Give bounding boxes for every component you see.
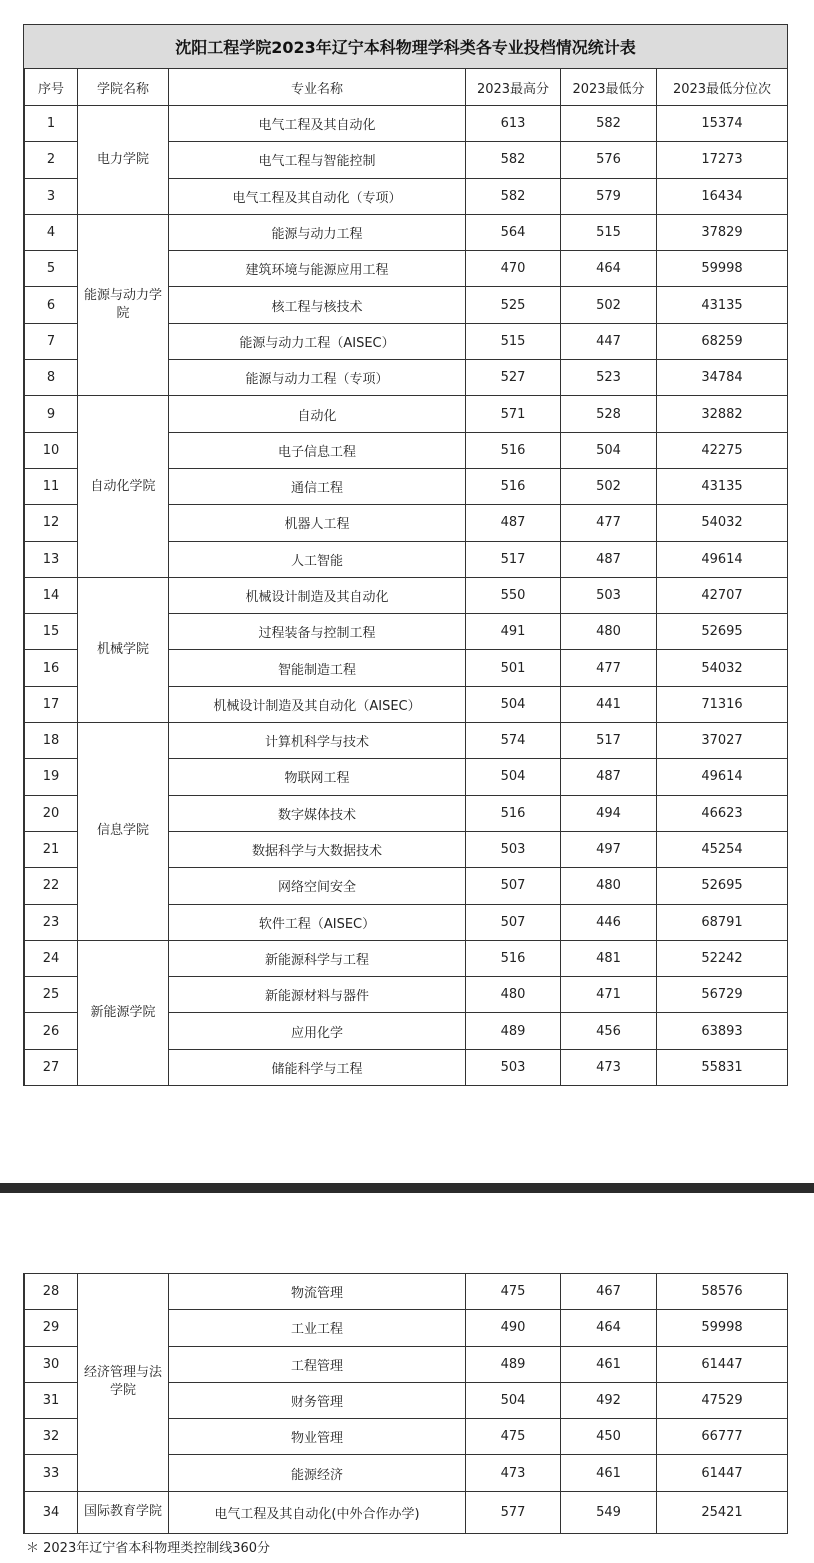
min-rank: 55831 bbox=[657, 1049, 788, 1085]
max-score: 550 bbox=[466, 577, 561, 613]
min-rank: 32882 bbox=[657, 396, 788, 432]
min-rank: 25421 bbox=[657, 1491, 788, 1533]
min-rank: 59998 bbox=[657, 1310, 788, 1346]
max-score: 489 bbox=[466, 1346, 561, 1382]
major-name: 财务管理 bbox=[169, 1382, 466, 1418]
row-index: 2 bbox=[25, 142, 78, 178]
major-name: 电气工程与智能控制 bbox=[169, 142, 466, 178]
table-title: 沈阳工程学院2023年辽宁本科物理学科类各专业投档情况统计表 bbox=[24, 24, 787, 68]
major-name: 建筑环境与能源应用工程 bbox=[169, 251, 466, 287]
min-rank: 49614 bbox=[657, 759, 788, 795]
max-score: 487 bbox=[466, 505, 561, 541]
max-score: 516 bbox=[466, 940, 561, 976]
header-min-rank: 2023最低分位次 bbox=[657, 69, 788, 106]
major-name: 电子信息工程 bbox=[169, 432, 466, 468]
min-score: 497 bbox=[561, 831, 657, 867]
max-score: 525 bbox=[466, 287, 561, 323]
min-score: 487 bbox=[561, 759, 657, 795]
table-row bbox=[25, 1491, 788, 1533]
min-score: 502 bbox=[561, 468, 657, 504]
college-name: 自动化学院 bbox=[78, 396, 169, 577]
max-score: 516 bbox=[466, 432, 561, 468]
min-score: 477 bbox=[561, 650, 657, 686]
max-score: 582 bbox=[466, 142, 561, 178]
max-score: 574 bbox=[466, 723, 561, 759]
row-index: 13 bbox=[25, 541, 78, 577]
min-score: 549 bbox=[561, 1491, 657, 1533]
min-rank: 52695 bbox=[657, 868, 788, 904]
major-name: 应用化学 bbox=[169, 1013, 466, 1049]
max-score: 475 bbox=[466, 1274, 561, 1310]
major-name: 工业工程 bbox=[169, 1310, 466, 1346]
major-name: 物业管理 bbox=[169, 1419, 466, 1455]
min-score: 487 bbox=[561, 541, 657, 577]
major-name: 能源与动力工程（AISEC） bbox=[169, 323, 466, 359]
college-name: 电力学院 bbox=[78, 106, 169, 215]
min-score: 523 bbox=[561, 360, 657, 396]
min-score: 494 bbox=[561, 795, 657, 831]
min-rank: 34784 bbox=[657, 360, 788, 396]
row-index: 14 bbox=[25, 577, 78, 613]
max-score: 527 bbox=[466, 360, 561, 396]
row-index: 8 bbox=[25, 360, 78, 396]
min-rank: 66777 bbox=[657, 1419, 788, 1455]
major-name: 核工程与核技术 bbox=[169, 287, 466, 323]
max-score: 490 bbox=[466, 1310, 561, 1346]
min-rank: 71316 bbox=[657, 686, 788, 722]
min-rank: 15374 bbox=[657, 106, 788, 142]
min-score: 467 bbox=[561, 1274, 657, 1310]
header-max-score: 2023最高分 bbox=[466, 69, 561, 106]
major-name: 数字媒体技术 bbox=[169, 795, 466, 831]
max-score: 571 bbox=[466, 396, 561, 432]
major-name: 自动化 bbox=[169, 396, 466, 432]
major-name: 电气工程及其自动化（专项） bbox=[169, 178, 466, 214]
min-score: 464 bbox=[561, 1310, 657, 1346]
max-score: 473 bbox=[466, 1455, 561, 1491]
min-rank: 16434 bbox=[657, 178, 788, 214]
major-name: 新能源科学与工程 bbox=[169, 940, 466, 976]
score-table bbox=[24, 68, 788, 1086]
min-score: 471 bbox=[561, 977, 657, 1013]
min-rank: 61447 bbox=[657, 1455, 788, 1491]
major-name: 软件工程（AISEC） bbox=[169, 904, 466, 940]
row-index: 23 bbox=[25, 904, 78, 940]
row-index: 29 bbox=[25, 1310, 78, 1346]
min-rank: 37027 bbox=[657, 723, 788, 759]
max-score: 491 bbox=[466, 614, 561, 650]
major-name: 过程装备与控制工程 bbox=[169, 614, 466, 650]
min-score: 473 bbox=[561, 1049, 657, 1085]
row-index: 22 bbox=[25, 868, 78, 904]
major-name: 机械设计制造及其自动化 bbox=[169, 577, 466, 613]
score-table-top bbox=[23, 24, 788, 1086]
major-name: 智能制造工程 bbox=[169, 650, 466, 686]
min-rank: 17273 bbox=[657, 142, 788, 178]
min-score: 515 bbox=[561, 214, 657, 250]
row-index: 20 bbox=[25, 795, 78, 831]
table-row bbox=[25, 396, 788, 432]
header-min-score: 2023最低分 bbox=[561, 69, 657, 106]
table-row bbox=[25, 723, 788, 759]
row-index: 27 bbox=[25, 1049, 78, 1085]
header-major: 专业名称 bbox=[169, 69, 466, 106]
major-name: 网络空间安全 bbox=[169, 868, 466, 904]
table-row bbox=[25, 214, 788, 250]
row-index: 10 bbox=[25, 432, 78, 468]
major-name: 机械设计制造及其自动化（AISEC） bbox=[169, 686, 466, 722]
major-name: 物流管理 bbox=[169, 1274, 466, 1310]
min-score: 504 bbox=[561, 432, 657, 468]
min-rank: 37829 bbox=[657, 214, 788, 250]
row-index: 6 bbox=[25, 287, 78, 323]
header-index: 序号 bbox=[25, 69, 78, 106]
table-row bbox=[25, 1274, 788, 1310]
major-name: 新能源材料与器件 bbox=[169, 977, 466, 1013]
min-score: 446 bbox=[561, 904, 657, 940]
min-rank: 68791 bbox=[657, 904, 788, 940]
min-score: 582 bbox=[561, 106, 657, 142]
min-score: 576 bbox=[561, 142, 657, 178]
min-rank: 59998 bbox=[657, 251, 788, 287]
min-score: 579 bbox=[561, 178, 657, 214]
min-rank: 42707 bbox=[657, 577, 788, 613]
college-name: 能源与动力学院 bbox=[78, 214, 169, 395]
min-rank: 49614 bbox=[657, 541, 788, 577]
row-index: 18 bbox=[25, 723, 78, 759]
min-score: 480 bbox=[561, 868, 657, 904]
min-rank: 43135 bbox=[657, 468, 788, 504]
major-name: 计算机科学与技术 bbox=[169, 723, 466, 759]
major-name: 通信工程 bbox=[169, 468, 466, 504]
min-score: 517 bbox=[561, 723, 657, 759]
row-index: 21 bbox=[25, 831, 78, 867]
max-score: 470 bbox=[466, 251, 561, 287]
min-rank: 61447 bbox=[657, 1346, 788, 1382]
max-score: 501 bbox=[466, 650, 561, 686]
min-rank: 46623 bbox=[657, 795, 788, 831]
score-table-continued bbox=[24, 1273, 788, 1534]
min-rank: 52242 bbox=[657, 940, 788, 976]
row-index: 12 bbox=[25, 505, 78, 541]
row-index: 28 bbox=[25, 1274, 78, 1310]
min-score: 461 bbox=[561, 1455, 657, 1491]
max-score: 504 bbox=[466, 686, 561, 722]
min-score: 464 bbox=[561, 251, 657, 287]
score-table-bottom bbox=[23, 1273, 788, 1534]
row-index: 30 bbox=[25, 1346, 78, 1382]
min-rank: 47529 bbox=[657, 1382, 788, 1418]
min-rank: 68259 bbox=[657, 323, 788, 359]
college-name: 新能源学院 bbox=[78, 940, 169, 1085]
max-score: 516 bbox=[466, 795, 561, 831]
max-score: 504 bbox=[466, 1382, 561, 1418]
row-index: 32 bbox=[25, 1419, 78, 1455]
min-rank: 52695 bbox=[657, 614, 788, 650]
college-name: 机械学院 bbox=[78, 577, 169, 722]
row-index: 4 bbox=[25, 214, 78, 250]
row-index: 16 bbox=[25, 650, 78, 686]
major-name: 电气工程及其自动化 bbox=[169, 106, 466, 142]
min-score: 456 bbox=[561, 1013, 657, 1049]
max-score: 475 bbox=[466, 1419, 561, 1455]
row-index: 17 bbox=[25, 686, 78, 722]
min-score: 477 bbox=[561, 505, 657, 541]
min-score: 528 bbox=[561, 396, 657, 432]
header-row bbox=[25, 69, 788, 106]
min-rank: 42275 bbox=[657, 432, 788, 468]
major-name: 电气工程及其自动化(中外合作办学) bbox=[169, 1491, 466, 1533]
min-rank: 56729 bbox=[657, 977, 788, 1013]
max-score: 517 bbox=[466, 541, 561, 577]
max-score: 516 bbox=[466, 468, 561, 504]
row-index: 24 bbox=[25, 940, 78, 976]
min-rank: 45254 bbox=[657, 831, 788, 867]
row-index: 33 bbox=[25, 1455, 78, 1491]
major-name: 储能科学与工程 bbox=[169, 1049, 466, 1085]
table-row bbox=[25, 577, 788, 613]
row-index: 9 bbox=[25, 396, 78, 432]
college-name: 信息学院 bbox=[78, 723, 169, 941]
min-rank: 54032 bbox=[657, 505, 788, 541]
row-index: 31 bbox=[25, 1382, 78, 1418]
row-index: 26 bbox=[25, 1013, 78, 1049]
row-index: 25 bbox=[25, 977, 78, 1013]
max-score: 507 bbox=[466, 904, 561, 940]
header-college: 学院名称 bbox=[78, 69, 169, 106]
major-name: 数据科学与大数据技术 bbox=[169, 831, 466, 867]
min-score: 503 bbox=[561, 577, 657, 613]
min-score: 461 bbox=[561, 1346, 657, 1382]
min-score: 492 bbox=[561, 1382, 657, 1418]
row-index: 3 bbox=[25, 178, 78, 214]
row-index: 7 bbox=[25, 323, 78, 359]
min-score: 441 bbox=[561, 686, 657, 722]
row-index: 15 bbox=[25, 614, 78, 650]
college-name: 国际教育学院 bbox=[78, 1491, 169, 1533]
major-name: 能源与动力工程 bbox=[169, 214, 466, 250]
row-index: 19 bbox=[25, 759, 78, 795]
max-score: 515 bbox=[466, 323, 561, 359]
min-score: 450 bbox=[561, 1419, 657, 1455]
max-score: 564 bbox=[466, 214, 561, 250]
min-rank: 54032 bbox=[657, 650, 788, 686]
major-name: 人工智能 bbox=[169, 541, 466, 577]
row-index: 5 bbox=[25, 251, 78, 287]
row-index: 34 bbox=[25, 1491, 78, 1533]
min-score: 502 bbox=[561, 287, 657, 323]
row-index: 1 bbox=[25, 106, 78, 142]
table-row bbox=[25, 940, 788, 976]
footnote: ＊ 2023年辽宁省本科物理类控制线360分 bbox=[26, 1541, 271, 1556]
min-rank: 63893 bbox=[657, 1013, 788, 1049]
major-name: 能源与动力工程（专项） bbox=[169, 360, 466, 396]
row-index: 11 bbox=[25, 468, 78, 504]
page-divider bbox=[0, 1183, 814, 1193]
max-score: 507 bbox=[466, 868, 561, 904]
max-score: 489 bbox=[466, 1013, 561, 1049]
min-score: 447 bbox=[561, 323, 657, 359]
max-score: 613 bbox=[466, 106, 561, 142]
max-score: 503 bbox=[466, 1049, 561, 1085]
min-score: 481 bbox=[561, 940, 657, 976]
major-name: 工程管理 bbox=[169, 1346, 466, 1382]
table-row bbox=[25, 106, 788, 142]
min-rank: 58576 bbox=[657, 1274, 788, 1310]
max-score: 480 bbox=[466, 977, 561, 1013]
max-score: 504 bbox=[466, 759, 561, 795]
major-name: 能源经济 bbox=[169, 1455, 466, 1491]
max-score: 503 bbox=[466, 831, 561, 867]
college-name: 经济管理与法学院 bbox=[78, 1274, 169, 1492]
min-score: 480 bbox=[561, 614, 657, 650]
max-score: 582 bbox=[466, 178, 561, 214]
max-score: 577 bbox=[466, 1491, 561, 1533]
major-name: 机器人工程 bbox=[169, 505, 466, 541]
major-name: 物联网工程 bbox=[169, 759, 466, 795]
min-rank: 43135 bbox=[657, 287, 788, 323]
